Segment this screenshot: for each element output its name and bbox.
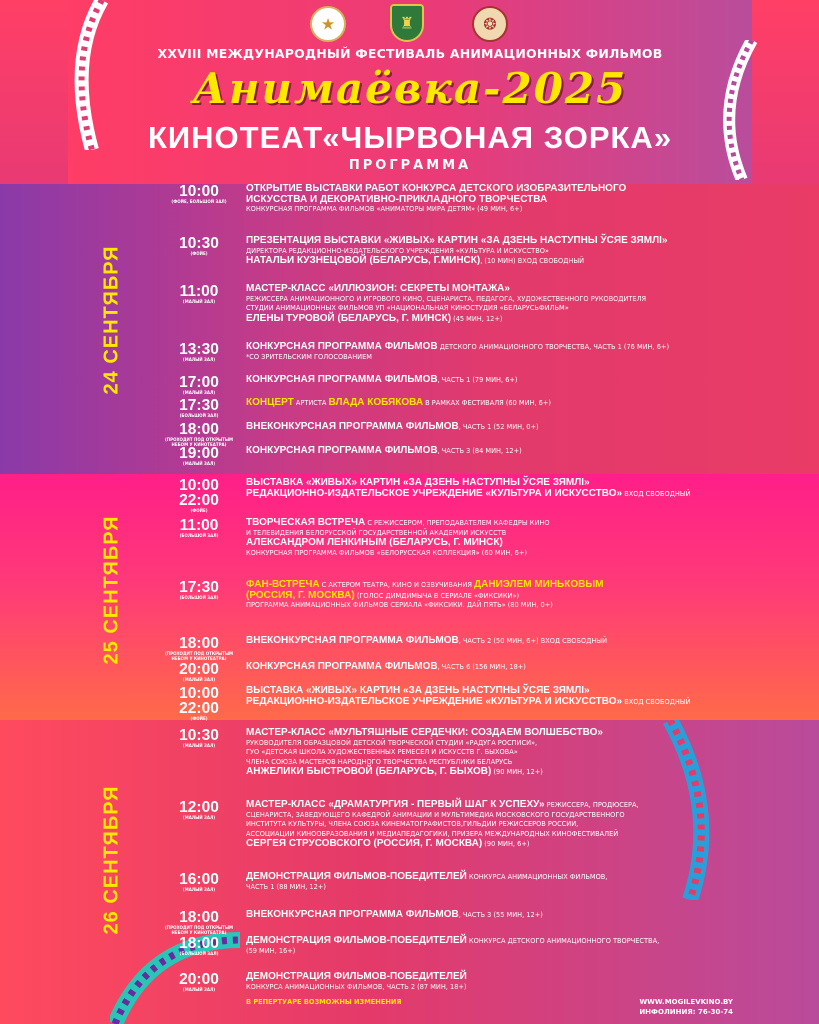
event-text: , ЧАСТЬ 3 (84 МИН, 12+) [437,447,522,455]
event-venue: (МАЛЫЙ ЗАЛ) [182,299,216,304]
event-line [246,236,666,247]
event-text: ДЕТСКОГО АНИМАЦИОННОГО ТВОРЧЕСТВА, ЧАСТЬ 1 (76 МИН, 6+) [437,343,670,351]
event-venue: (МАЛЫЙ ЗАЛ) [182,677,216,682]
event-description [246,685,691,707]
event-text: КОНКУРСА АНИМАЦИОННЫХ ФИЛЬМОВ, ЧАСТЬ 2 (87 МИН, 18+) [246,982,467,991]
event-line [246,518,666,529]
event-text: ГУО «ДЕТСКАЯ ШКОЛА ХУДОЖЕСТВЕННЫХ РЕМЕСЕЛ И ИСКУССТВ Г. БЫХОВА» [246,748,518,757]
event-text: ВЫСТАВКА «ЖИВЫХ» КАРТИН «ЗА ДЗЕНЬ НАСТУПНЫ ЎСЯЕ ЗЯМЛІ» [246,685,590,696]
event-venue: (ФОЙЕ) [190,251,208,256]
event-text: АРТИСТА [293,399,329,407]
event-line [246,820,666,830]
festival-poster: ★ ♜ ❂ XXVIII МЕЖДУНАРОДНЫЙ ФЕСТИВАЛЬ АНИМАЦИОННЫХ ФИЛЬМОВ Анимаёвка-2025 КИНОТЕАТ«ЧЫРВОНАЯ ЗОРКА» ПРОГРАММА 24 СЕНТЯБРЯ 25 СЕНТЯБРЯ 26 СЕНТЯБРЯ 10:00 (ФОЙЕ, БОЛЬШОЙ ЗАЛ) ОТКРЫТИЕ ВЫСТАВКИ РАБОТ КОНКУРСА ДЕТСКОГО ИЗОБРАЗИТЕЛЬНОГО ИСКУССТВА И ДЕКОРАТИВНО-ПРИКЛАДНОГО ТВОРЧЕСТВА КОНКУРСНАЯ ПРОГРАММА ФИЛЬМОВ «АНИМАТОРЫ МИРА ДЕТЯМ» (49 МИН, 6+) 10:30 (ФОЙЕ) ПРЕЗЕНТАЦИЯ ВЫСТАВКИ «ЖИВЫХ» КАРТИН «ЗА ДЗЕНЬ НАСТУПНЫ ЎСЯЕ ЗЯМЛІ» ДИРЕКТОРА РЕДАКЦИОННО-ИЗДАТЕЛЬСКОГО УЧРЕЖДЕНИЯ «КУЛЬТУРА И ИСКУССТВО» НАТАЛЬИ КУЗНЕЦОВОЙ (БЕЛАРУСЬ, Г.МИНСК), (10 МИН) ВХОД СВОБОДНЫЙ 11:00 (МАЛЫЙ ЗАЛ) МАСТЕР-КЛАСС «ИЛЛЮЗИОН: СЕКРЕТЫ МОНТАЖА» РЕЖИССЕРА АНИМАЦИОННОГО И ИГРОВОГО КИНО, СЦЕНАРИСТА, ПЕДАГОГА, ХУДОЖЕСТВЕННОГО РУКОВОДИТЕЛЯ СТУДИИ АНИМАЦИОННЫХ ФИЛЬМОВ УП «НАЦИОНАЛЬНАЯ КИНОСТУДИЯ «БЕЛАРУСЬФИЛЬМ» ЕЛЕНЫ ТУРОВОЙ (БЕЛАРУСЬ, Г. МИНСК) (45 МИН, 12+) 13:30 (МАЛЫЙ ЗАЛ) КОНКУРСНАЯ ПРОГРАММА ФИЛЬМОВ ДЕТСКОГО АНИМАЦИОННОГО ТВОРЧЕСТВА, ЧАСТЬ 1 (76 МИН, 6+) *СО ЗРИТЕЛЬСКИМ ГОЛОСОВАНИЕМ 17:00 (МАЛЫЙ ЗАЛ) КОНКУРСНАЯ ПРОГРАММА ФИЛЬМОВ, ЧАСТЬ 1 (79 МИН, 6+) 17:30 (БОЛЬШОЙ ЗАЛ) КОНЦЕРТ АРТИСТА ВЛАДА КОБЯКОВА В РАМКАХ ФЕСТИВАЛЯ (60 МИН, 6+) 18:00 (ПРОХОДИТ ПОД ОТКРЫТЫМ НЕБОМ У КИНОТЕАТРА) ВНЕКОНКУРСНАЯ ПРОГРАММА ФИЛЬМОВ, ЧАСТЬ 1 (52 МИН, 0+) 19:00 (МАЛЫЙ ЗАЛ) КОНКУРСНАЯ ПРОГРАММА ФИЛЬМОВ, ЧАСТЬ 3 (84 МИН, 12+) 10:00 22:00 (ФОЙЕ) ВЫСТАВКА «ЖИВЫХ» КАРТИН «ЗА ДЗЕНЬ НАСТУПНЫ ЎСЯЕ ЗЯМЛІ» РЕДАКЦИОННО-ИЗДАТЕЛЬСКОЕ УЧРЕЖДЕНИЕ «КУЛЬТУРА И ИСКУССТВО» ВХОД СВОБОДНЫЙ 11:00 (БОЛЬШОЙ ЗАЛ) ТВОРЧЕСКАЯ ВСТРЕЧА С РЕЖИССЕРОМ, ПРЕПОДАВАТЕЛЕМ КАФЕДРЫ КИНО И ТЕЛЕВИДЕНИЯ БЕЛОРУССКОЙ ГОСУДАРСТВЕННОЙ АКАДЕМИИ ИСКУССТВ АЛЕКСАНДРОМ ЛЕНКИНЫМ (БЕЛАРУСЬ, Г. МИНСК) КОНКУРСНАЯ ПРОГРАММА ФИЛЬМОВ «БЕЛОРУССКАЯ КОЛЛЕКЦИЯ» (60 МИН, 6+) 17:30 (БОЛЬШОЙ ЗАЛ) ФАН-ВСТРЕЧА С АКТЕРОМ ТЕАТРА, КИНО И ОЗВУЧИВАНИЯ ДАНИЭЛЕМ МИНЬКОВЫМ (РОССИЯ, Г. МОСКВА) (ГОЛОС ДИМДИМЫЧА В СЕРИАЛЕ «ФИКСИКИ») ПРОГРАММА АНИМАЦИОННЫХ ФИЛЬМОВ СЕРИАЛА «ФИКСИКИ. ДАЙ ПЯТЬ» (80 МИН, 0+) 18:00 (ПРОХОДИТ ПОД ОТКРЫТЫМ НЕБОМ У КИНОТЕАТРА) ВНЕКОНКУРСНАЯ ПРОГРАММА ФИЛЬМОВ, ЧАСТЬ 2 (50 МИН, 6+) ВХОД СВОБОДНЫЙ 20:00 (МАЛЫЙ ЗАЛ) КОНКУРСНАЯ ПРОГРАММА ФИЛЬМОВ, ЧАСТЬ 6 (156 МИН, 18+) 10:00 22:00 (ФОЙЕ) ВЫСТАВКА «ЖИВЫХ» КАРТИН «ЗА ДЗЕНЬ НАСТУПНЫ ЎСЯЕ ЗЯМЛІ» РЕДАКЦИОННО-ИЗДАТЕЛЬСКОЕ УЧРЕЖДЕНИЕ «КУЛЬТУРА И ИСКУССТВО» ВХОД СВОБОДНЫЙ 10:30 (МАЛЫЙ ЗАЛ) МАСТЕР-КЛАСС «МУЛЬТЯШНЫЕ СЕРДЕЧКИ: СОЗДАЕМ ВОЛШЕБСТВО» РУКОВОДИТЕЛЯ ОБРАЗЦОВОЙ ДЕТСКОЙ ТВОРЧЕСКОЙ СТУДИИ «РАДУГА РОСПИСИ», ГУО «ДЕТСКАЯ ШКОЛА ХУДОЖЕСТВЕННЫХ РЕМЕСЕЛ И ИСКУССТВ Г. БЫХОВА» ЧЛЕНА СОЮЗА МАСТЕРОВ НАРОДНОГО ТВОРЧЕСТВА РЕСПУБЛИКИ БЕЛАРУСЬ АНЖЕЛИКИ БЫСТРОВОЙ (БЕЛАРУСЬ, Г. БЫХОВ) (90 МИН, 12+) 12:00 (МАЛЫЙ ЗАЛ) МАСТЕР-КЛАСС «ДРАМАТУРГИЯ - ПЕРВЫЙ ШАГ К УСПЕХУ» РЕЖИССЕРА, ПРОДЮСЕРА, СЦЕНАРИСТА, ЗАВЕДУЮЩЕГО КАФЕДРОЙ АНИМАЦИИ И МУЛЬТИМЕДИА МОСКОВСКОГО ГОСУДАРСТВЕННОГО ИНСТИТУТА КУЛЬТУРЫ, ЧЛЕНА СОЮЗА КИНЕМАТОГРАФИСТОВ,ГИЛЬДИИ РЕЖИССЕРОВ РОССИИ, АССОЦИАЦИИ КИНООБРАЗОВАНИЯ И МЕДИАПЕДАГОГИКИ, ПРИЗЕРА МЕЖДУНАРОДНЫХ КИНОФЕСТИВАЛЕЙ СЕРГЕЯ СТРУСОВСКОГО (РОССИЯ, Г. МОСКВА) (90 МИН, 6+) 16:00 (МАЛЫЙ ЗАЛ) ДЕМОНСТРАЦИЯ ФИЛЬМОВ-ПОБЕДИТЕЛЕЙ КОНКУРСА АНИМАЦИОННЫХ ФИЛЬМОВ, ЧАСТЬ 1 (88 МИН, 12+) 18:00 (ПРОХОДИТ ПОД ОТКРЫТЫМ НЕБОМ У КИНОТЕАТРА) ВНЕКОНКУРСНАЯ ПРОГРАММА ФИЛЬМОВ, ЧАСТЬ 3 (55 МИН, 12+) 18:00 (БОЛЬШОЙ ЗАЛ) ДЕМОНСТРАЦИЯ ФИЛЬМОВ-ПОБЕДИТЕЛЕЙ КОНКУРСА ДЕТСКОГО АНИМАЦИОННОГО ТВОРЧЕСТВА, (59 МИН, 16+) 20:00 (МАЛЫЙ ЗАЛ) ДЕМОНСТРАЦИЯ ФИЛЬМОВ-ПОБЕДИТЕЛЕЙ КОНКУРСА АНИМАЦИОННЫХ ФИЛЬМОВ, ЧАСТЬ 2 (87 МИН, 18+) В РЕПЕРТУАРЕ ВОЗМОЖНЫ ИЗМЕНЕНИЯ WWW.MOGILEVKINO.BY ИНФОЛИНИЯ: 76-30-74 [0,0,819,1024]
event-line [246,972,666,983]
event-text: МАСТЕР-КЛАСС «ДРАМАТУРГИЯ - ПЕРВЫЙ ШАГ К УСПЕХУ» [246,799,545,810]
event-description [246,184,666,215]
event-text: СТУДИИ АНИМАЦИОННЫХ ФИЛЬМОВ УП «НАЦИОНАЛЬНАЯ КИНОСТУДИЯ «БЕЛАРУСЬФИЛЬМ» [246,304,569,313]
event-text: ПРОГРАММА АНИМАЦИОННЫХ ФИЛЬМОВ СЕРИАЛА «ФИКСИКИ. ДАЙ ПЯТЬ» (80 МИН, 0+) [246,601,553,610]
event-line [246,839,666,850]
event-line [246,695,691,708]
event-text: КОНКУРСНАЯ ПРОГРАММА ФИЛЬМОВ [246,661,438,672]
event-text: КОНКУРСА АНИМАЦИОННЫХ ФИЛЬМОВ, [466,873,608,881]
event-time: 10:00 [179,477,219,494]
event-venue: (МАЛЫЙ ЗАЛ) [182,887,216,892]
event-time: 16:00 [179,871,219,888]
event-line [246,811,666,821]
event-time: 12:00 [179,799,219,816]
event-venue: (ФОЙЕ) [190,508,208,513]
event-text: НАТАЛЬИ КУЗНЕЦОВОЙ (БЕЛАРУСЬ, Г.МИНСК) [246,255,481,267]
event-text: АССОЦИАЦИИ КИНООБРАЗОВАНИЯ И МЕДИАПЕДАГОГИКИ, ПРИЗЕРА МЕЖДУНАРОДНЫХ КИНОФЕСТИВАЛЕЙ [246,829,619,838]
event-line [246,295,666,305]
event-description [246,636,666,647]
program-heading: ПРОГРАММА [348,158,472,173]
event-venue: (ФОЙЕ) [190,716,208,721]
event-description [246,446,666,457]
event-text: ВЫСТАВКА «ЖИВЫХ» КАРТИН «ЗА ДЗЕНЬ НАСТУПНЫ ЎСЯЕ ЗЯМЛІ» [246,477,590,488]
event-text: ДИРЕКТОРА РЕДАКЦИОННО-ИЗДАТЕЛЬСКОГО УЧРЕЖДЕНИЯ «КУЛЬТУРА И ИСКУССТВО» [246,246,549,255]
event-text: ВНЕКОНКУРСНАЯ ПРОГРАММА ФИЛЬМОВ [246,635,459,646]
event-text: КОНКУРСНАЯ ПРОГРАММА ФИЛЬМОВ [246,341,438,352]
event-venue: (БОЛЬШОЙ ЗАЛ) [179,413,219,418]
event-time: 20:00 [179,661,219,678]
event-time: 18:00 [179,935,219,952]
event-text: ВЛАДА КОБЯКОВА [328,397,424,408]
event-text: ИСКУССТВА И ДЕКОРАТИВНО-ПРИКЛАДНОГО ТВОРЧЕСТВА [246,193,548,205]
event-text: КОНЦЕРТ [246,397,294,408]
event-description [246,580,666,611]
event-text: РЕЖИССЕРА, ПРОДЮСЕРА, [544,801,639,809]
event-text: И ТЕЛЕВИДЕНИЯ БЕЛОРУССКОЙ ГОСУДАРСТВЕННОЙ АКАДЕМИИ ИСКУССТВ [246,528,507,537]
event-description [246,477,691,499]
event-text: ПРЕЗЕНТАЦИЯ ВЫСТАВКИ «ЖИВЫХ» КАРТИН «ЗА ДЗЕНЬ НАСТУПНЫ ЎСЯЕ ЗЯМЛІ» [246,235,668,246]
event-venue: (МАЛЫЙ ЗАЛ) [182,390,216,395]
info-phone: ИНФОЛИНИЯ: 76-30-74 [639,1008,733,1016]
event-text: КОНКУРСНАЯ ПРОГРАММА ФИЛЬМОВ «БЕЛОРУССКАЯ КОЛЛЕКЦИЯ» (60 МИН, 6+) [246,548,527,557]
event-text: КОНКУРСНАЯ ПРОГРАММА ФИЛЬМОВ [246,445,438,456]
event-venue: (МАЛЫЙ ЗАЛ) [182,987,216,992]
event-text: С АКТЕРОМ ТЕАТРА, КИНО И ОЗВУЧИВАНИЯ [319,581,475,589]
event-line [246,487,691,500]
event-text: ВХОД СВОБОДНЫЙ [622,697,691,706]
event-text: ИНСТИТУТА КУЛЬТУРЫ, ЧЛЕНА СОЮЗА КИНЕМАТОГРАФИСТОВ,ГИЛЬДИИ РЕЖИССЕРОВ РОССИИ, [246,820,579,829]
event-description [246,236,666,267]
event-description [246,936,666,956]
event-time: 10:30 [179,727,219,744]
event-line [246,636,666,647]
event-text: ДЕМОНСТРАЦИЯ ФИЛЬМОВ-ПОБЕДИТЕЛЕЙ [246,871,467,882]
event-text: КОНКУРСНАЯ ПРОГРАММА ФИЛЬМОВ «АНИМАТОРЫ МИРА ДЕТЯМ» [246,205,476,214]
event-text: С РЕЖИССЕРОМ, ПРЕПОДАВАТЕЛЕМ КАФЕДРЫ КИНО [365,519,550,527]
event-text: ДЕМОНСТРАЦИЯ ФИЛЬМОВ-ПОБЕДИТЕЛЕЙ [246,935,467,946]
event-description [246,375,666,386]
event-time-end: 22:00 [179,492,219,509]
event-venue: (БОЛЬШОЙ ЗАЛ) [179,951,219,956]
event-text: (90 МИН, 12+) [491,768,543,777]
event-text: (45 МИН, 12+) [451,314,503,323]
event-line [246,983,666,993]
event-line [246,375,666,386]
event-time: 11:00 [179,517,219,534]
event-line [246,883,666,893]
event-line [246,549,666,559]
event-venue: (БОЛЬШОЙ ЗАЛ) [179,533,219,538]
event-text: *СО ЗРИТЕЛЬСКИМ ГОЛОСОВАНИЕМ [246,352,372,361]
event-venue: (МАЛЫЙ ЗАЛ) [182,461,216,466]
regional-coat-of-arms-icon: ♜ [390,4,424,42]
event-time: 19:00 [179,445,219,462]
event-text: (ГОЛОС ДИМДИМЫЧА В СЕРИАЛЕ «ФИКСИКИ») [354,591,520,600]
event-venue: (БОЛЬШОЙ ЗАЛ) [179,595,219,600]
cinema-title: КИНОТЕАТ«ЧЫРВОНАЯ ЗОРКА» [147,120,673,155]
event-line [246,739,666,749]
event-text: (49 МИН, 6+) [475,205,523,214]
event-venue: (ПРОХОДИТ ПОД ОТКРЫТЫМ НЕБОМ У КИНОТЕАТРА) [164,651,234,661]
event-line [246,947,666,957]
event-text: ВНЕКОНКУРСНАЯ ПРОГРАММА ФИЛЬМОВ [246,909,459,920]
event-text: РУКОВОДИТЕЛЯ ОБРАЗЦОВОЙ ДЕТСКОЙ ТВОРЧЕСКОЙ СТУДИИ «РАДУГА РОСПИСИ», [246,738,538,747]
event-line [246,910,666,921]
event-description [246,422,666,433]
website-link[interactable]: WWW.MOGILEVKINO.BY [639,998,733,1006]
event-description [246,800,666,850]
event-venue: (МАЛЫЙ ЗАЛ) [182,357,216,362]
event-description [246,910,666,921]
event-text: , (10 МИН) ВХОД СВОБОДНЫЙ [480,257,585,266]
event-text: (90 МИН, 6+) [482,840,530,849]
event-text: КОНКУРСНАЯ ПРОГРАММА ФИЛЬМОВ [246,374,438,385]
event-time: 11:00 [179,283,219,300]
event-text: СЕРГЕЯ СТРУСОВСКОГО (РОССИЯ, Г. МОСКВА) [246,838,483,850]
event-text: ЕЛЕНЫ ТУРОВОЙ (БЕЛАРУСЬ, Г. МИНСК) [246,312,452,324]
event-description [246,398,666,409]
event-text: В РАМКАХ ФЕСТИВАЛЯ (60 МИН, 6+) [423,399,551,407]
event-text: АЛЕКСАНДРОМ ЛЕНКИНЫМ (БЕЛАРУСЬ, Г. МИНСК) [246,537,503,549]
cinema-logo-icon: ❂ [472,6,508,42]
event-time: 18:00 [179,909,219,926]
event-venue: (ПРОХОДИТ ПОД ОТКРЫТЫМ НЕБОМ У КИНОТЕАТРА) [164,437,234,447]
event-line [246,314,666,325]
event-line [246,748,666,758]
event-line [246,872,666,883]
event-time: 17:30 [179,579,219,596]
event-line [246,601,666,611]
event-text: ДЕМОНСТРАЦИЯ ФИЛЬМОВ-ПОБЕДИТЕЛЕЙ [246,971,467,982]
event-line [246,195,666,206]
event-description [246,872,666,892]
event-description [246,662,666,673]
event-text: ВНЕКОНКУРСНАЯ ПРОГРАММА ФИЛЬМОВ [246,421,459,432]
event-text: , ЧАСТЬ 2 (50 МИН, 6+) ВХОД СВОБОДНЫЙ [458,637,608,645]
event-line [246,767,666,778]
event-time: 18:00 [179,635,219,652]
event-text: , ЧАСТЬ 1 (52 МИН, 0+) [458,423,539,431]
event-description [246,972,666,992]
event-time: 18:00 [179,421,219,438]
event-line [246,284,666,295]
event-text: (РОССИЯ, Г. МОСКВА) [246,589,355,601]
event-venue: (МАЛЫЙ ЗАЛ) [182,815,216,820]
event-venue: (ПРОХОДИТ ПОД ОТКРЫТЫМ НЕБОМ У КИНОТЕАТРА) [164,925,234,935]
event-text: РЕЖИССЕРА АНИМАЦИОННОГО И ИГРОВОГО КИНО, СЦЕНАРИСТА, ПЕДАГОГА, ХУДОЖЕСТВЕННОГО РУКОВОДИТЕЛЯ [246,294,647,303]
event-text: ДАНИЭЛЕМ МИНЬКОВЫМ [474,579,604,590]
event-line [246,446,666,457]
event-text: РЕДАКЦИОННО-ИЗДАТЕЛЬСКОЕ УЧРЕЖДЕНИЕ «КУЛЬТУРА И ИСКУССТВО» [246,487,623,499]
event-text: АНЖЕЛИКИ БЫСТРОВОЙ (БЕЛАРУСЬ, Г. БЫХОВ) [246,766,492,778]
event-line [246,353,666,363]
event-line [246,205,666,215]
film-festival-emblem-icon: ★ [310,6,346,42]
event-time: 10:00 [179,183,219,200]
event-text: , ЧАСТЬ 6 (156 МИН, 18+) [437,663,526,671]
event-line [246,341,670,353]
event-line [246,800,666,811]
event-text: , ЧАСТЬ 3 (55 МИН, 12+) [458,911,543,919]
event-line [246,256,666,267]
event-line [246,662,666,673]
event-text: ВХОД СВОБОДНЫЙ [622,489,691,498]
event-text: ТВОРЧЕСКАЯ ВСТРЕЧА [246,517,366,528]
event-text: КОНКУРСА ДЕТСКОГО АНИМАЦИОННОГО ТВОРЧЕСТВА, [466,937,660,945]
event-venue: (ФОЙЕ, БОЛЬШОЙ ЗАЛ) [171,199,227,204]
event-description [246,341,670,362]
event-time: 13:30 [179,341,219,358]
event-description [246,518,666,558]
event-line [246,728,666,739]
event-time: 10:30 [179,235,219,252]
event-text: (59 МИН, 16+) [246,946,296,955]
event-line [246,936,666,947]
event-text: СЦЕНАРИСТА, ЗАВЕДУЮЩЕГО КАФЕДРОЙ АНИМАЦИИ И МУЛЬТИМЕДИА МОСКОВСКОГО ГОСУДАРСТВЕННОГО [246,810,625,819]
event-description [246,284,666,324]
festival-title: Анимаёвка-2025 [192,64,628,113]
event-line [246,398,666,409]
event-text: МАСТЕР-КЛАСС «МУЛЬТЯШНЫЕ СЕРДЕЧКИ: СОЗДАЕМ ВОЛШЕБСТВО» [246,727,603,738]
event-time: 17:30 [179,397,219,414]
event-text: ЧАСТЬ 1 (88 МИН, 12+) [246,882,326,891]
event-time-end: 22:00 [179,700,219,717]
festival-subtitle: XXVIII МЕЖДУНАРОДНЫЙ ФЕСТИВАЛЬ АНИМАЦИОННЫХ ФИЛЬМОВ [157,46,663,61]
event-line [246,422,666,433]
event-time: 17:00 [179,374,219,391]
event-venue: (МАЛЫЙ ЗАЛ) [182,743,216,748]
schedule-change-note: В РЕПЕРТУАРЕ ВОЗМОЖНЫ ИЗМЕНЕНИЯ [246,998,402,1006]
event-text: МАСТЕР-КЛАСС «ИЛЛЮЗИОН: СЕКРЕТЫ МОНТАЖА» [246,283,510,294]
event-time: 20:00 [179,971,219,988]
event-text: ОТКРЫТИЕ ВЫСТАВКИ РАБОТ КОНКУРСА ДЕТСКОГО ИЗОБРАЗИТЕЛЬНОГО [246,183,627,194]
event-text: РЕДАКЦИОННО-ИЗДАТЕЛЬСКОЕ УЧРЕЖДЕНИЕ «КУЛЬТУРА И ИСКУССТВО» [246,695,623,707]
event-line [246,591,666,602]
event-text: , ЧАСТЬ 1 (79 МИН, 6+) [437,376,518,384]
event-line [246,538,666,549]
event-time: 10:00 [179,685,219,702]
event-description [246,728,666,778]
event-text: ФАН-ВСТРЕЧА [246,579,320,590]
event-text: ЧЛЕНА СОЮЗА МАСТЕРОВ НАРОДНОГО ТВОРЧЕСТВА РЕСПУБЛИКИ БЕЛАРУСЬ [246,757,513,766]
